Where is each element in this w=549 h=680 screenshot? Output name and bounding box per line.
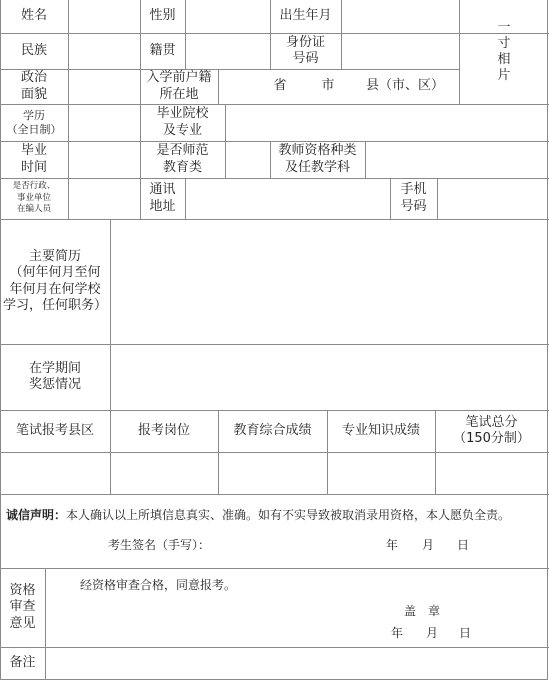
awards-field[interactable] — [111, 344, 548, 410]
political-line: 政治 — [20, 70, 47, 86]
grad-time-field[interactable] — [69, 141, 140, 178]
name-label: 姓名 — [20, 8, 47, 24]
resume-line: （何年何月至何 — [9, 265, 101, 281]
origin-field[interactable] — [186, 33, 270, 69]
row-line — [0, 494, 549, 495]
row-line — [0, 568, 549, 569]
id-field[interactable] — [342, 33, 459, 69]
resume-line: 年何月在何学校 — [9, 281, 101, 297]
mobile-line: 手机 — [400, 182, 427, 198]
exam-major-score-field[interactable] — [328, 453, 435, 494]
declaration-text: 本人确认以上所填信息真实、准确。如有不实导致被取消录用资格，本人愿负全责。 — [66, 508, 511, 522]
birth-field[interactable] — [342, 0, 459, 33]
county-label: 县（市、区） — [365, 78, 444, 94]
resume-field[interactable] — [111, 219, 548, 344]
gender-field[interactable] — [186, 0, 270, 33]
normal-line: 教育类 — [162, 159, 202, 175]
staff-label — [0, 178, 68, 219]
exam-post-header: 报考岗位 — [137, 422, 190, 438]
grad-time-label — [0, 141, 68, 178]
sign-day: 日 — [457, 538, 470, 552]
photo-box[interactable] — [460, 0, 548, 104]
exam-county-field[interactable] — [1, 453, 110, 494]
ethnic-label: 民族 — [20, 42, 47, 58]
political-label — [0, 69, 68, 104]
photo-char: 片 — [497, 68, 511, 84]
household-line: 入学前户籍 — [146, 70, 212, 86]
political-line: 面貌 — [20, 86, 47, 102]
exam-post-field[interactable] — [111, 453, 218, 494]
id-label-line: 号码 — [292, 51, 319, 66]
mobile-field[interactable] — [438, 178, 548, 219]
school-field[interactable] — [226, 104, 548, 141]
household-label — [140, 69, 218, 104]
review-month: 月 — [426, 626, 439, 640]
grad-time-line: 时间 — [20, 159, 47, 175]
staff-line: 在编人员 — [16, 204, 51, 215]
staff-line: 事业单位 — [16, 192, 51, 203]
address-field[interactable] — [186, 178, 390, 219]
exam-total-line: （150分制） — [453, 431, 530, 446]
review-year: 年 — [391, 626, 404, 640]
awards-label — [0, 344, 110, 410]
col-line — [218, 69, 219, 104]
photo-char: 相 — [497, 52, 511, 67]
origin-label: 籍贯 — [149, 42, 176, 58]
education-line: （全日制） — [6, 122, 62, 136]
sign-month: 月 — [422, 538, 435, 552]
school-line: 及专业 — [162, 122, 202, 138]
review-day: 日 — [459, 626, 472, 640]
exam-major-score-header: 专业知识成绩 — [341, 422, 420, 438]
education-label — [0, 104, 68, 141]
awards-line: 奖惩情况 — [28, 377, 81, 392]
teacher-cert-line: 及任教学科 — [284, 159, 350, 175]
resume-line: 主要简历 — [28, 249, 81, 264]
political-field[interactable] — [69, 69, 140, 104]
resume-label — [0, 219, 110, 344]
staff-field[interactable] — [69, 178, 140, 219]
ethnic-field[interactable] — [69, 33, 140, 69]
address-line: 地址 — [149, 198, 176, 214]
province-label: 省 — [273, 78, 287, 94]
id-label — [270, 33, 341, 69]
resume-line: 学习，任何职务） — [2, 297, 107, 313]
review-text: 经资格审查合格，同意报考。 — [80, 578, 237, 592]
grad-time-line: 毕业 — [20, 143, 47, 159]
normal-field[interactable] — [226, 141, 270, 178]
signature-label: 考生签名（手写）： — [108, 538, 211, 552]
sign-year: 年 — [386, 538, 399, 552]
mobile-label — [390, 178, 437, 219]
normal-line: 是否师范 — [156, 143, 209, 159]
photo-char: 一 — [497, 19, 511, 35]
household-line: 所在地 — [159, 86, 199, 102]
remarks-label: 备注 — [9, 654, 36, 670]
photo-char: 寸 — [497, 35, 511, 51]
teacher-cert-line: 教师资格种类 — [278, 143, 357, 159]
city-label: 市 — [321, 78, 335, 94]
teacher-cert-label — [270, 141, 365, 178]
exam-edu-score-field[interactable] — [219, 453, 327, 494]
stamp-label: 盖 章 — [404, 604, 441, 618]
address-line: 通讯 — [149, 182, 176, 198]
exam-total-field[interactable] — [436, 453, 548, 494]
exam-county-header: 笔试报考县区 — [15, 422, 94, 438]
exam-total-header — [435, 410, 548, 452]
id-label-line: 身份证 — [285, 34, 325, 50]
school-label — [140, 104, 225, 141]
declaration-label: 诚信声明： — [6, 508, 67, 522]
address-label — [140, 178, 185, 219]
education-field[interactable] — [69, 104, 140, 141]
review-label — [0, 568, 45, 647]
review-line: 审查 — [9, 599, 36, 615]
staff-line: 是否行政、 — [12, 181, 56, 192]
review-line: 资格 — [9, 583, 36, 599]
teacher-cert-field[interactable] — [366, 141, 548, 178]
mobile-line: 号码 — [400, 198, 427, 214]
review-line: 意见 — [9, 615, 36, 631]
education-line: 学历 — [23, 108, 45, 122]
exam-edu-score-header: 教育综合成绩 — [233, 422, 312, 438]
remarks-field[interactable] — [46, 647, 548, 679]
exam-total-line: 笔试总分 — [465, 414, 518, 430]
awards-line: 在学期间 — [28, 360, 81, 376]
normal-label — [140, 141, 225, 178]
school-line: 毕业院校 — [156, 106, 209, 122]
gender-label: 性别 — [149, 8, 176, 24]
declaration — [6, 508, 510, 523]
name-field[interactable] — [69, 0, 140, 33]
birth-label: 出生年月 — [279, 8, 332, 24]
